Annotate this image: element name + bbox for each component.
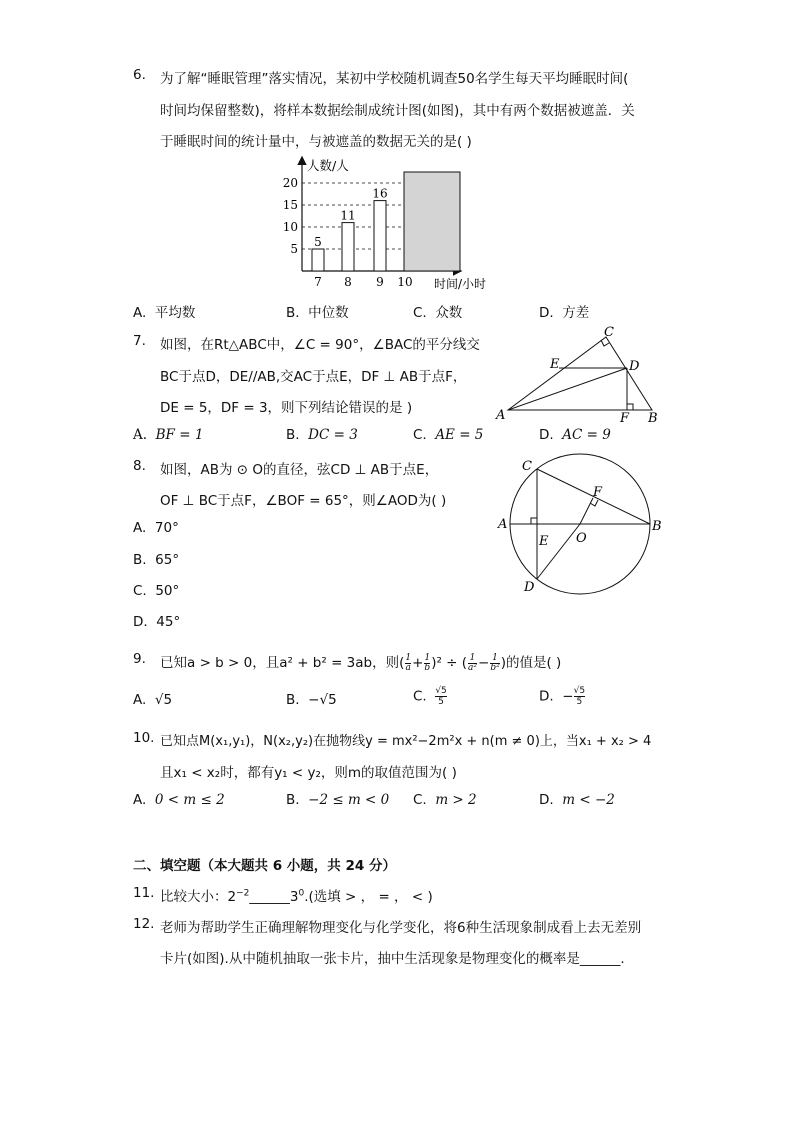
option-a[interactable]: A. 平均数 [133,305,196,321]
y-tick-label-15: 15 [282,198,298,212]
x-tick-label-8: 8 [344,275,352,289]
option-d[interactable]: D. 45° [133,614,181,630]
question-text-line: 卡片(如图).从中随机抽取一张卡片，抽中生活现象是物理变化的概率是______. [160,951,625,967]
x-tick-label-9: 9 [376,275,384,289]
answer-blank[interactable]: ______ [249,889,290,905]
data-label-8: 11 [340,208,356,223]
question-text-line: 已知点M(x₁,y₁)，N(x₂,y₂)在抛物线y = mx²−2m²x + n(m ≠ 0)上，当x₁ + x₂ > 4 [160,734,652,749]
question-text-line: 老师为帮助学生正确理解物理变化与化学变化，将6种生活现象制成看上去无差别 [160,920,642,936]
option-d[interactable]: D. 方差 [539,305,590,321]
question-text-line: 如图，AB为 ⊙ O的直径，弦CD ⊥ AB于点E， [160,462,439,478]
question-number: 8. [133,458,146,474]
q7-triangle-figure [490,322,670,430]
y-axis-label: 人数/人 [307,158,349,173]
question-text: 比较大小：$2^{-2}\_\_\_\_\_\_3^0$.(选填 > ， = ， < ) [160,888,433,905]
svg-text:F: F [593,485,603,500]
svg-text:B: B [648,411,658,426]
question-number: 10. [133,730,155,746]
bisector-ad [508,368,627,410]
bar-8 [342,223,354,271]
question-text-line: DE = 5，DF = 3，则下列结论错误的是 ) [160,400,413,416]
question-text-line: BC于点D，DE//AB,交AC于点E，DF ⊥ AB于点F， [160,369,467,385]
right-angle-e [531,518,537,524]
section-title: 二、填空题（本大题共 6 小题，共 24 分） [133,858,396,874]
option-a[interactable]: A. BF = 1 [133,427,204,443]
question-stem: 已知a > b > 0，且a² + b² = 3ab，则( $\frac{1}{a}$ + $\frac{1}{b}$ )² ÷ ( $\frac{1}{\text{a²}}$ − $\frac{1}{\text{b²}}$ )的值是( ) [160,652,562,673]
question-text-line: 如图，在Rt△ABC中，∠C = 90°，∠BAC的平分线交 [160,337,480,353]
svg-text:B: B [652,519,662,534]
segment-od [537,524,580,579]
question-text-line: 且x₁ < x₂时，都有y₁ < y₂，则m的取值范围为( ) [160,765,457,781]
option-d[interactable]: D. m < −2 [539,792,615,808]
option-c[interactable]: C. 50° [133,583,180,599]
svg-text:C: C [522,459,532,474]
option-b[interactable]: B. 65° [133,552,180,568]
svg-text:D: D [629,359,640,374]
right-angle-c [601,340,609,346]
data-label-7: 5 [314,235,322,249]
x-tick-label-10: 10 [397,275,413,289]
option-a[interactable]: A. 0 < m ≤ 2 [133,792,225,808]
option-d[interactable]: D. − $\frac{√5}{5}$ [539,686,586,707]
y-tick-label-10: 10 [282,220,298,234]
svg-text:E: E [550,357,560,372]
option-b[interactable]: B. −2 ≤ m < 0 [286,792,390,808]
svg-text:E: E [539,534,549,549]
option-c[interactable]: C. m > 2 [413,792,477,808]
y-tick-label-5: 5 [290,242,298,256]
question-number: 6. [133,67,146,83]
question-text-line: 时间均保留整数)，将样本数据绘制成统计图(如图)，其中有两个数据被遮盖．关 [160,103,635,119]
question-text-line: 为了解“睡眠管理”落实情况，某初中学校随机调查50名学生每天平均睡眠时间( [160,71,629,87]
data-label-9: 16 [372,186,388,201]
option-b[interactable]: B. DC = 3 [286,427,358,443]
option-c[interactable]: C. $\frac{√5}{5}$ [413,686,447,707]
svg-text:A: A [496,408,506,423]
option-a[interactable]: A. 70° [133,520,179,536]
sleep-time-bar-chart [270,150,520,295]
svg-text:A: A [498,517,508,532]
question-text-line: 于睡眠时间的统计量中，与被遮盖的数据无关的是( ) [160,134,472,150]
option-a[interactable]: A. √5 [133,692,173,708]
q8-circle-figure [490,450,670,600]
segment-of [580,498,593,524]
svg-text:F: F [620,411,630,426]
question-text-line: OF ⊥ BC于点F，∠BOF = 65°，则∠AOD为( ) [160,493,447,509]
option-c[interactable]: C. AE = 5 [413,427,484,443]
question-number: 7. [133,333,146,349]
x-axis-label: 时间/小时 [434,277,487,291]
question-number: 12. [133,916,155,932]
y-tick-label-20: 20 [282,176,298,190]
covered-bar-block [404,172,460,271]
bar-9 [374,201,386,271]
svg-text:D: D [524,580,535,595]
x-tick-label-7: 7 [314,275,322,289]
right-angle-f [627,404,633,410]
option-b[interactable]: B. −√5 [286,692,337,708]
bar-7 [312,249,324,271]
option-c[interactable]: C. 众数 [413,305,463,321]
option-b[interactable]: B. 中位数 [286,305,349,321]
svg-text:C: C [604,325,614,340]
question-number: 9. [133,651,146,667]
svg-text:O: O [576,531,587,546]
question-number: 11. [133,885,155,901]
option-d[interactable]: D. AC = 9 [539,427,611,443]
